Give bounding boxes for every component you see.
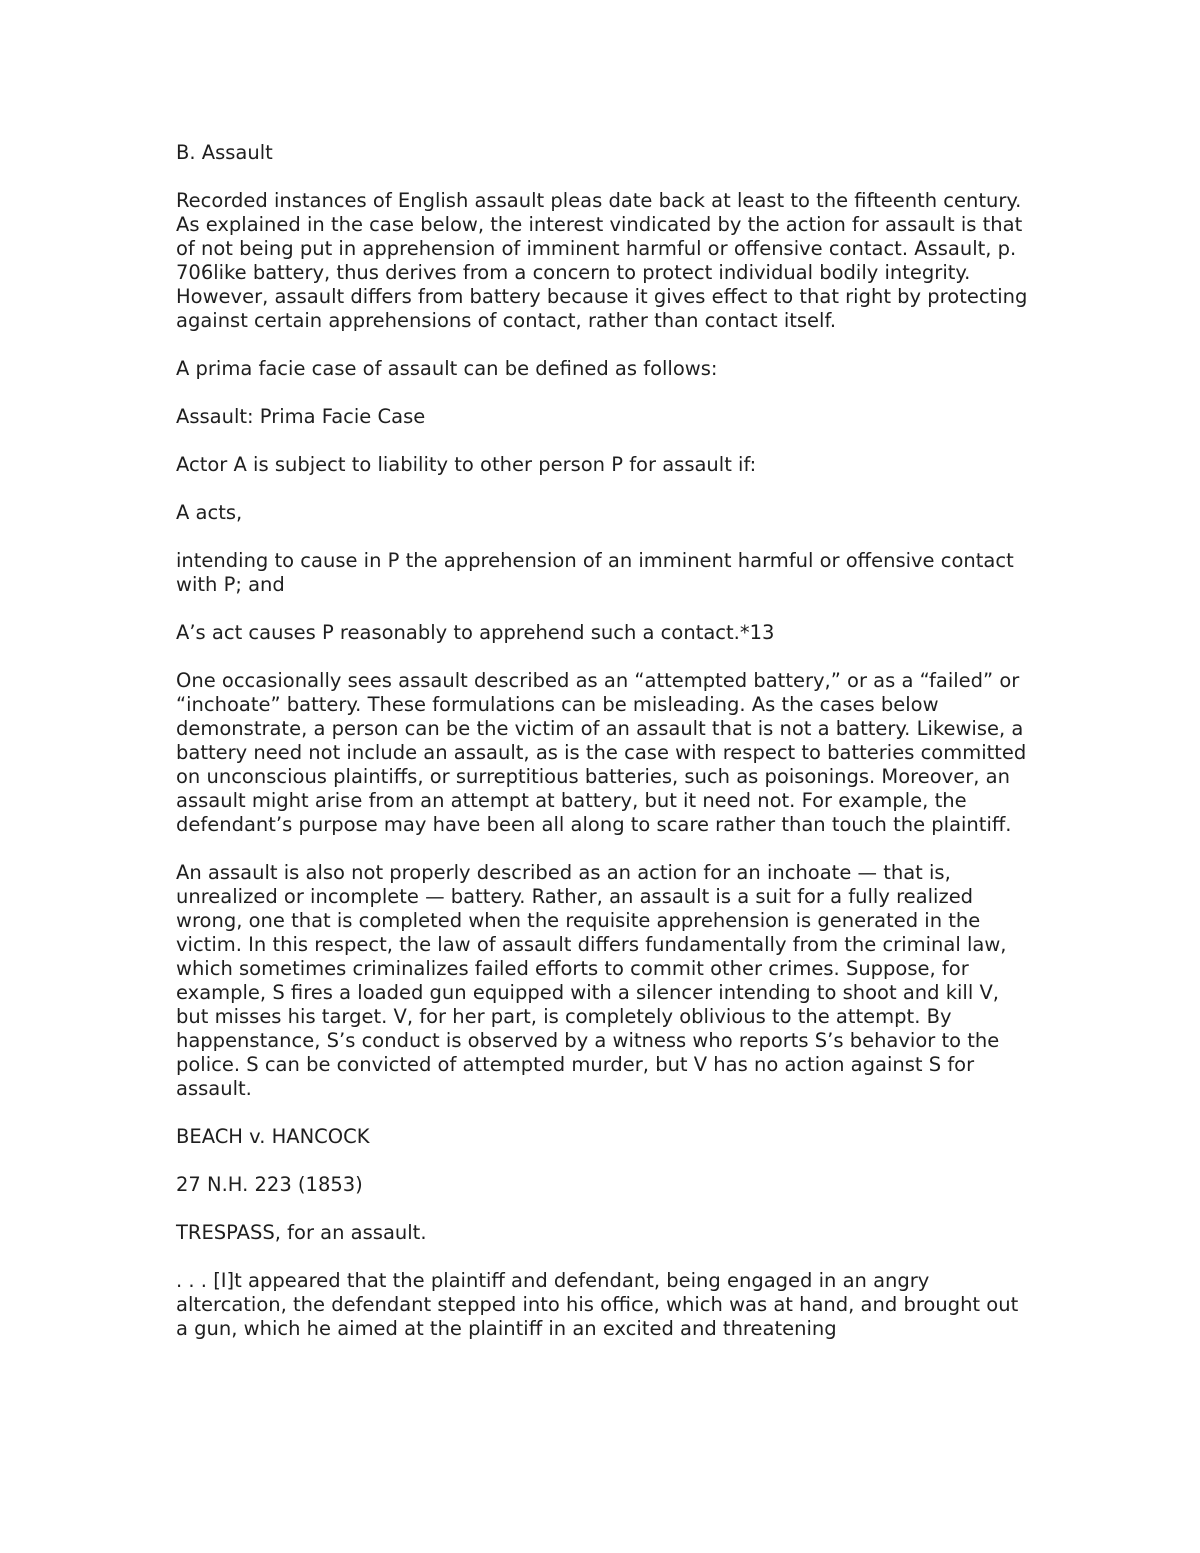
paragraph-definition-intro: A prima facie case of assault can be defined as follows: bbox=[176, 357, 718, 380]
prima-facie-lead: Actor A is subject to liability to other person P for assault if: bbox=[176, 453, 757, 476]
case-title: BEACH v. HANCOCK bbox=[176, 1125, 370, 1148]
element-act: A acts, bbox=[176, 501, 243, 524]
section-heading: B. Assault bbox=[176, 141, 273, 164]
paragraph-history: Recorded instances of English assault pleas date back at least to the fifteenth century. As explained in the case below, the interest vindicated by the action for assault is that of not being put in apprehension of imminent harmful or offensive contact. Assault, p. 706like battery, thus derives from a concern to protect individual bodily integrity. However, assault differs from battery because it gives effect to that right by protecting against certain apprehensions of contact, rather than contact itself. bbox=[176, 189, 1028, 332]
paragraph-inchoate: An assault is also not properly described as an action for an inchoate — that is, unrealized or incomplete — battery. Rather, an assault is a suit for a fully realized wrong, one that is completed when the requisite apprehension is generated in the victim. In this respect, the law of assault differs fundamentally from the criminal law, which sometimes criminalizes failed efforts to commit other crimes. Suppose, for example, S fires a loaded gun equipped with a silencer intending to shoot and kill V, but misses his target. V, for her part, is completely oblivious to the attempt. By happenstance, S’s conduct is observed by a witness who reports S’s behavior to the police. S can be convicted of attempted murder, but V has no action against S for assault. bbox=[176, 861, 1007, 1100]
case-action: TRESPASS, for an assault. bbox=[176, 1221, 427, 1244]
element-intent: intending to cause in P the apprehension of an imminent harmful or offensive contact with P; and bbox=[176, 549, 1014, 596]
prima-facie-title: Assault: Prima Facie Case bbox=[176, 405, 426, 428]
case-citation: 27 N.H. 223 (1853) bbox=[176, 1173, 363, 1196]
paragraph-attempted-battery: One occasionally sees assault described as an “attempted battery,” or as a “failed” or “inchoate” battery. These formulations can be misleading. As the cases below demonstrate, a person can be the victim of an assault that is not a battery. Likewise, a battery need not include an assault, as is the case with respect to batteries committed on unconscious plaintiffs, or surreptitious batteries, such as poisonings. Moreover, an assault might arise from an attempt at battery, but it need not. For example, the defendant’s purpose may have been all along to scare rather than touch the plaintiff. bbox=[176, 669, 1027, 836]
case-facts: . . . [I]t appeared that the plaintiff and defendant, being engaged in an angry altercation, the defendant stepped into his office, which was at hand, and brought out a gun, which he aimed at the plaintiff in an excited and threatening bbox=[176, 1269, 1019, 1340]
element-causation: A’s act causes P reasonably to apprehend such a contact.*13 bbox=[176, 621, 775, 644]
document-page bbox=[176, 141, 1036, 1365]
